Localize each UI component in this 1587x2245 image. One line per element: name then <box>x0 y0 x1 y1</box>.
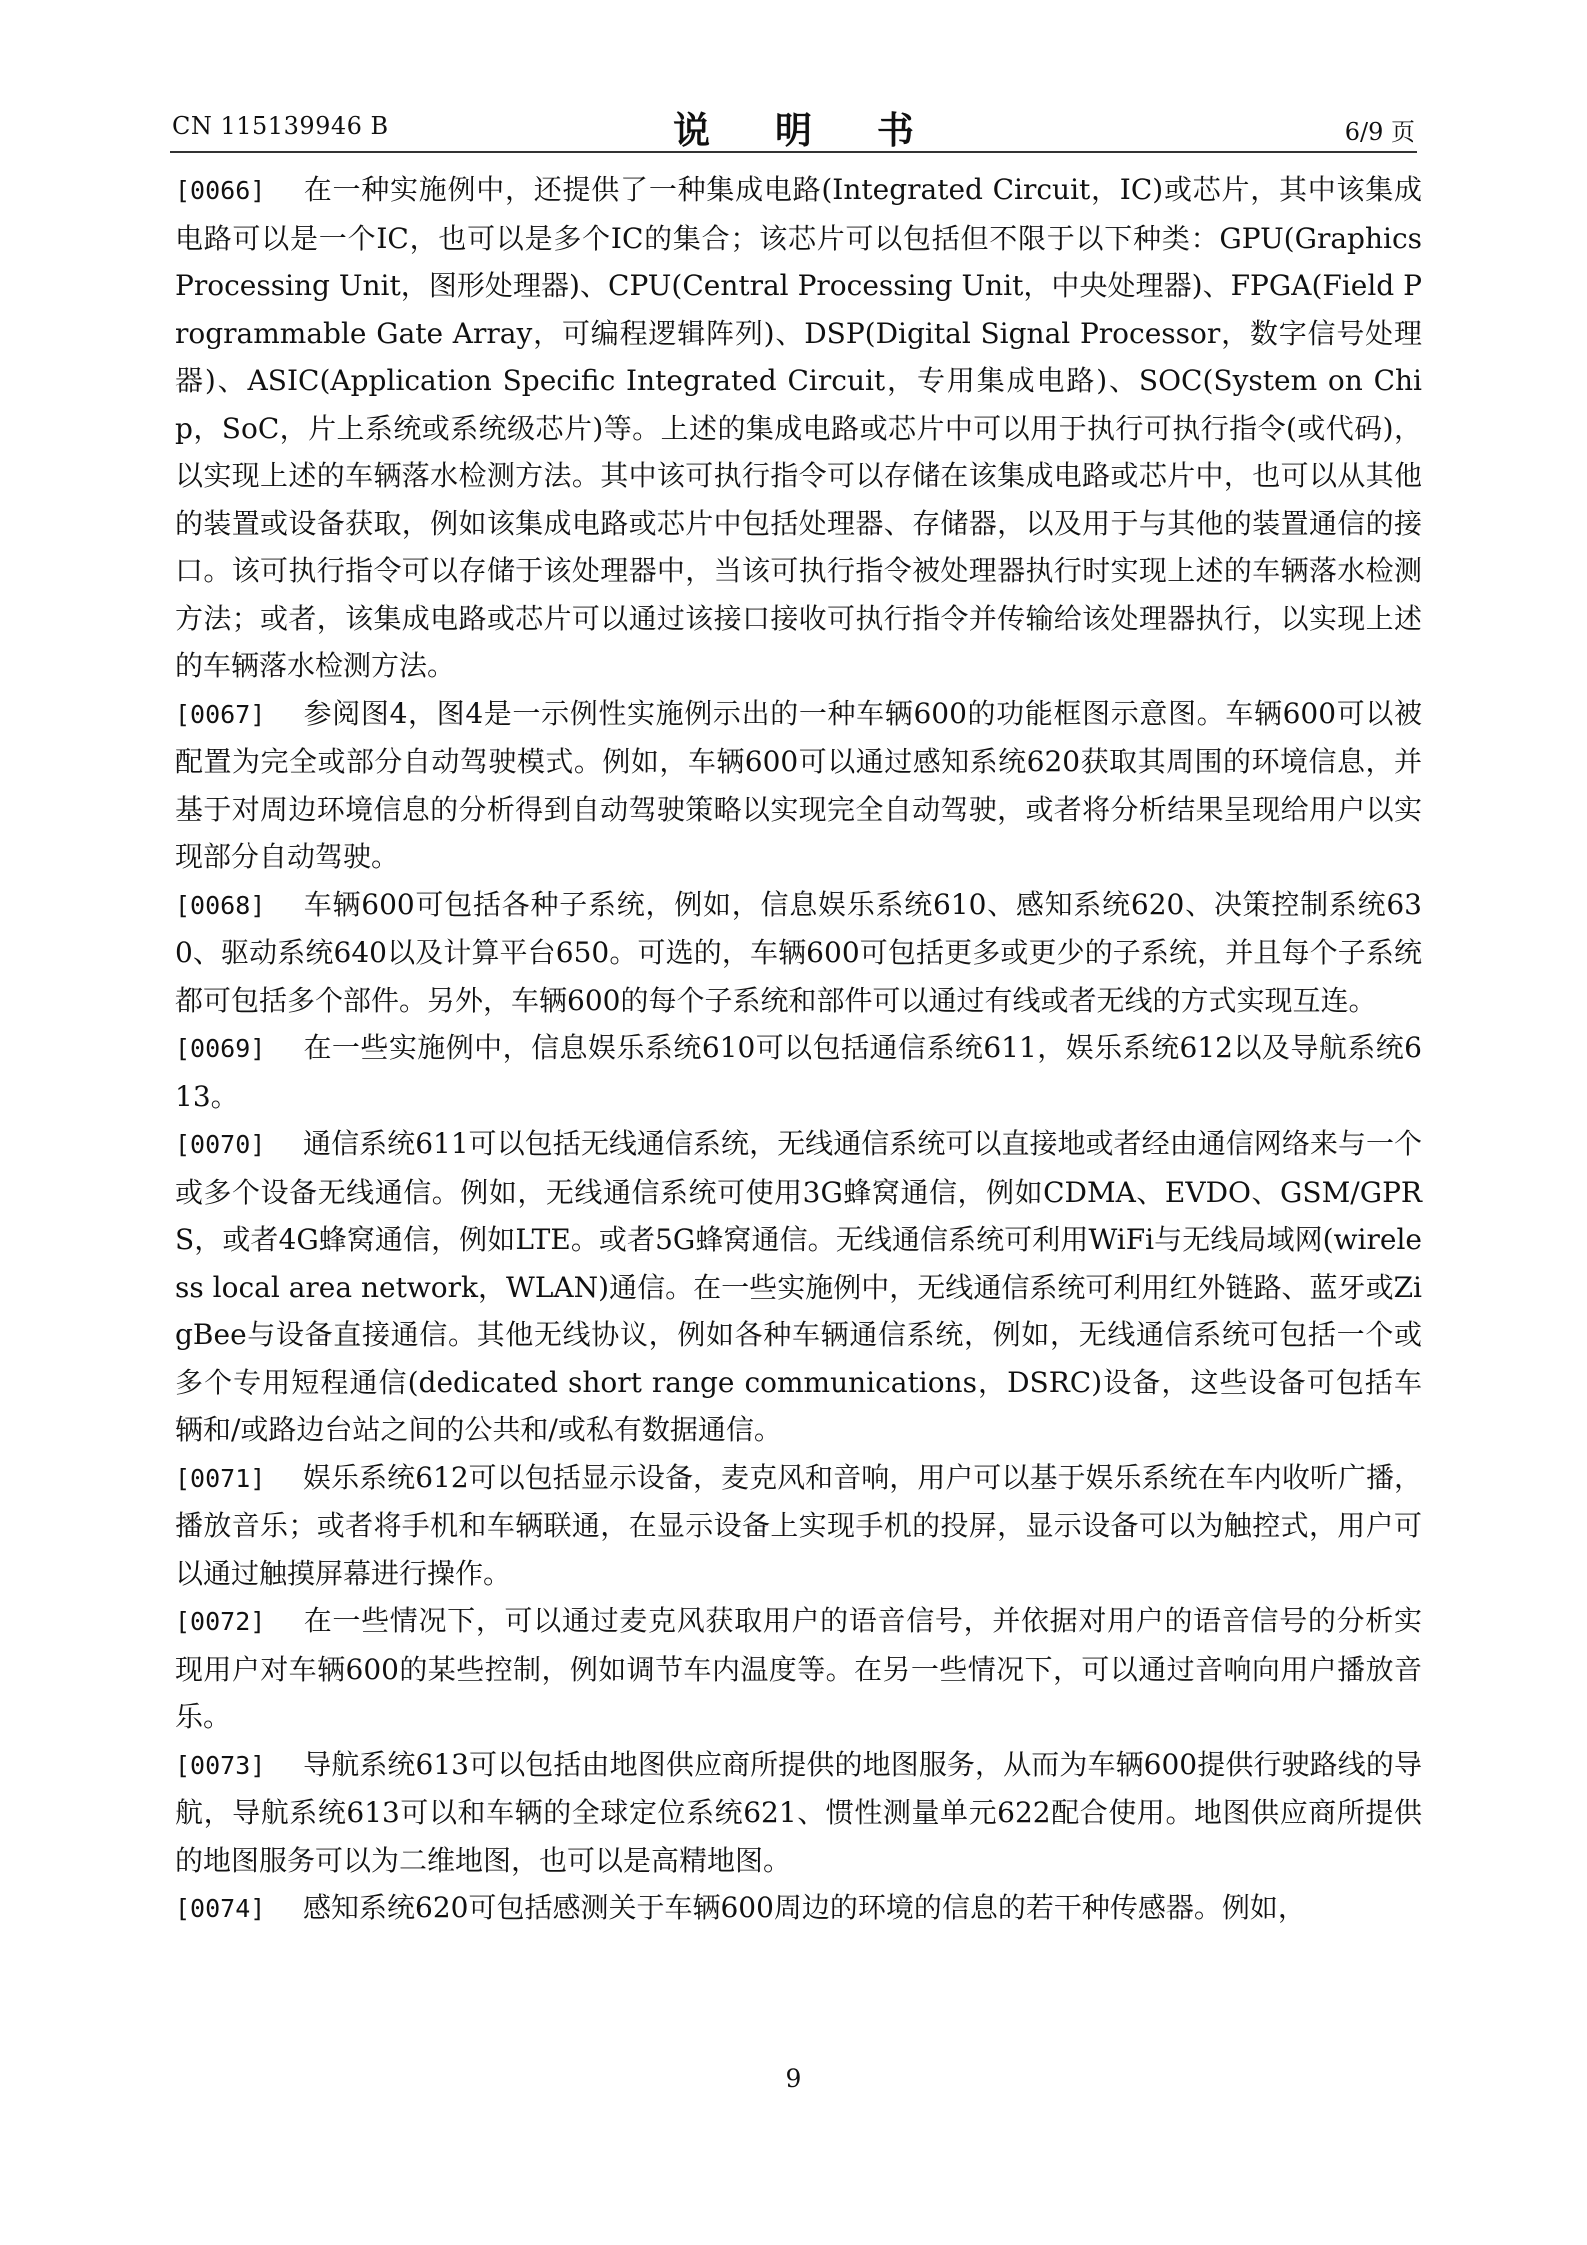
paragraph-0069 <box>175 1024 1422 1120</box>
paragraph-text: 在一些实施例中，信息娱乐系统610可以包括通信系统611，娱乐系统612以及导航系统613。 <box>175 1031 1422 1113</box>
paragraph-0073 <box>175 1741 1422 1885</box>
patent-number: CN 115139946 B <box>172 112 389 140</box>
paragraph-number: [0070] <box>175 1130 266 1159</box>
header-divider <box>170 151 1417 153</box>
paragraph-text: 在一种实施例中，还提供了一种集成电路(Integrated Circuit，IC)或芯片，其中该集成电路可以是一个IC，也可以是多个IC的集合；该芯片可以包括但不限于以下种类：GPU(Graphics Processing Unit，图形处理器)、CPU(Central Processing Unit，中央处理器)、FPGA(Field Programmable Gate Array，可编程逻辑阵列)、DSP(Digital Signal Processor，数字信号处理器)、ASIC(Application Specific Integrated Circuit，专用集成电路)、SOC(System on Chip，SoC，片上系统或系统级芯片)等。上述的集成电路或芯片中可以用于执行可执行指令(或代码)，以实现上述的车辆落水检测方法。其中该可执行指令可以存储在该集成电路或芯片中，也可以从其他的装置或设备获取，例如该集成电路或芯片中包括处理器、存储器，以及用于与其他的装置通信的接口。该可执行指令可以存储于该处理器中，当该可执行指令被处理器执行时实现上述的车辆落水检测方法；或者，该集成电路或芯片可以通过该接口接收可执行指令并传输给该处理器执行，以实现上述的车辆落水检测方法。 <box>175 173 1422 682</box>
paragraph-text: 通信系统611可以包括无线通信系统，无线通信系统可以直接地或者经由通信网络来与一个或多个设备无线通信。例如，无线通信系统可使用3G蜂窝通信，例如CDMA、EVDO、GSM/GPRS，或者4G蜂窝通信，例如LTE。或者5G蜂窝通信。无线通信系统可利用WiFi与无线局域网(wireless local area network，WLAN)通信。在一些实施例中，无线通信系统可利用红外链路、蓝牙或ZigBee与设备直接通信。其他无线协议，例如各种车辆通信系统，例如，无线通信系统可包括一个或多个专用短程通信(dedicated short range communications，DSRC)设备，这些设备可包括车辆和/或路边台站之间的公共和/或私有数据通信。 <box>175 1127 1422 1446</box>
paragraph-0070 <box>175 1120 1422 1454</box>
paragraph-number: [0071] <box>175 1463 266 1493</box>
document-title: 说 明 书 <box>673 109 940 152</box>
paragraph-0066 <box>175 166 1422 690</box>
paragraph-0068 <box>175 881 1422 1025</box>
paragraph-text: 感知系统620可包括感测关于车辆600周边的环境的信息的若干种传感器。例如， <box>303 1891 1306 1924</box>
paragraph-number: [0069] <box>175 1034 266 1063</box>
paragraph-text: 娱乐系统612可以包括显示设备，麦克风和音响，用户可以基于娱乐系统在车内收听广播，播放音乐；或者将手机和车辆联通，在显示设备上实现手机的投屏，显示设备可以为触控式，用户可以通过触摸屏幕进行操作。 <box>175 1460 1422 1590</box>
paragraph-number: [0072] <box>175 1607 266 1636</box>
paragraph-number: [0074] <box>175 1894 266 1923</box>
paragraph-number: [0068] <box>175 890 266 920</box>
page-indicator: 6/9 页 <box>1344 118 1415 146</box>
page-header <box>170 100 1417 152</box>
paragraph-number: [0073] <box>175 1750 266 1780</box>
page-number: 9 <box>785 2064 802 2093</box>
paragraph-text: 车辆600可包括各种子系统，例如，信息娱乐系统610、感知系统620、决策控制系统630、驱动系统640以及计算平台650。可选的，车辆600可包括更多或更少的子系统，并且每个子系统都可包括多个部件。另外，车辆600的每个子系统和部件可以通过有线或者无线的方式实现互连。 <box>175 887 1422 1017</box>
page-footer <box>0 2064 1587 2093</box>
paragraph-0074 <box>175 1884 1422 1933</box>
paragraph-0072 <box>175 1597 1422 1741</box>
paragraph-0067 <box>175 690 1422 881</box>
paragraph-0071 <box>175 1454 1422 1598</box>
paragraph-text: 参阅图4，图4是一示例性实施例示出的一种车辆600的功能框图示意图。车辆600可以被配置为完全或部分自动驾驶模式。例如，车辆600可以通过感知系统620获取其周围的环境信息，并基于对周边环境信息的分析得到自动驾驶策略以实现完全自动驾驶，或者将分析结果呈现给用户以实现部分自动驾驶。 <box>175 696 1422 873</box>
paragraph-text: 导航系统613可以包括由地图供应商所提供的地图服务，从而为车辆600提供行驶路线的导航，导航系统613可以和车辆的全球定位系统621、惯性测量单元622配合使用。地图供应商所提供的地图服务可以为二维地图，也可以是高精地图。 <box>175 1747 1422 1877</box>
document-body <box>175 166 1422 1933</box>
paragraph-text: 在一些情况下，可以通过麦克风获取用户的语音信号，并依据对用户的语音信号的分析实现用户对车辆600的某些控制，例如调节车内温度等。在另一些情况下，可以通过音响向用户播放音乐。 <box>175 1604 1422 1733</box>
paragraph-number: [0067] <box>175 699 266 729</box>
paragraph-number: [0066] <box>175 176 266 205</box>
